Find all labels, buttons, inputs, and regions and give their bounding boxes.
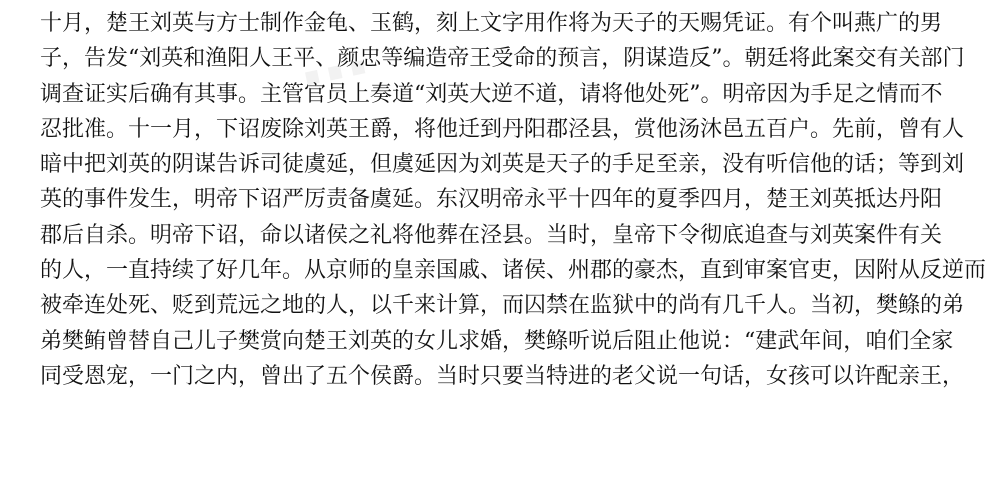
body-text	[40, 6, 986, 394]
text-line: 弟樊鲔曾替自己儿子樊赏向楚王刘英的女儿求婚，樊鲦听说后阻止他说：“建武年间，咱们全家	[40, 328, 954, 354]
text-line: 暗中把刘英的阴谋告诉司徒虞延，但虞延因为刘英是天子的手足至亲，没有听信他的话；等到刘	[40, 152, 965, 178]
text-line: 的人，一直持续了好几年。从京师的皇亲国戚、诸侯、州郡的豪杰，直到审案官吏，因附从反逆而	[40, 258, 986, 284]
text-line: 十月，楚王刘英与方士制作金龟、玉鹤，刻上文字用作将为天子的天赐凭证。有个叫燕广的男	[40, 11, 943, 36]
text-line: 被牵连处死、贬到荒远之地的人，以千来计算，而囚禁在监狱中的尚有几千人。当初，樊鲦的弟	[40, 293, 965, 319]
watermark: ⋯	[292, 21, 398, 121]
text-line: 子，告发“刘英和渔阳人王平、颜忠等编造帝王受命的预言，阴谋造反”。朝廷将此案交有关部门	[40, 46, 965, 72]
text-line: 英的事件发生，明帝下诏严厉责备虞延。东汉明帝永平十四年的夏季四月，楚王刘英抵达丹阳	[40, 187, 943, 213]
text-line: 同受恩宠，一门之内，曾出了五个侯爵。当时只要当特进的老父说一句话，女孩可以许配亲王，	[40, 363, 965, 389]
text-line: 郡后自杀。明帝下诏，命以诸侯之礼将他葬在泾县。当时，皇帝下令彻底追查与刘英案件有关	[40, 222, 943, 248]
text-line: 调查证实后确有其事。主管官员上奏道“刘英大逆不道，请将他处死”。明帝因为手足之情而不	[40, 81, 943, 107]
text-line: 忍批准。十一月，下诏废除刘英王爵，将他迁到丹阳郡泾县，赏他汤沐邑五百户。先前，曾有人	[40, 116, 965, 142]
